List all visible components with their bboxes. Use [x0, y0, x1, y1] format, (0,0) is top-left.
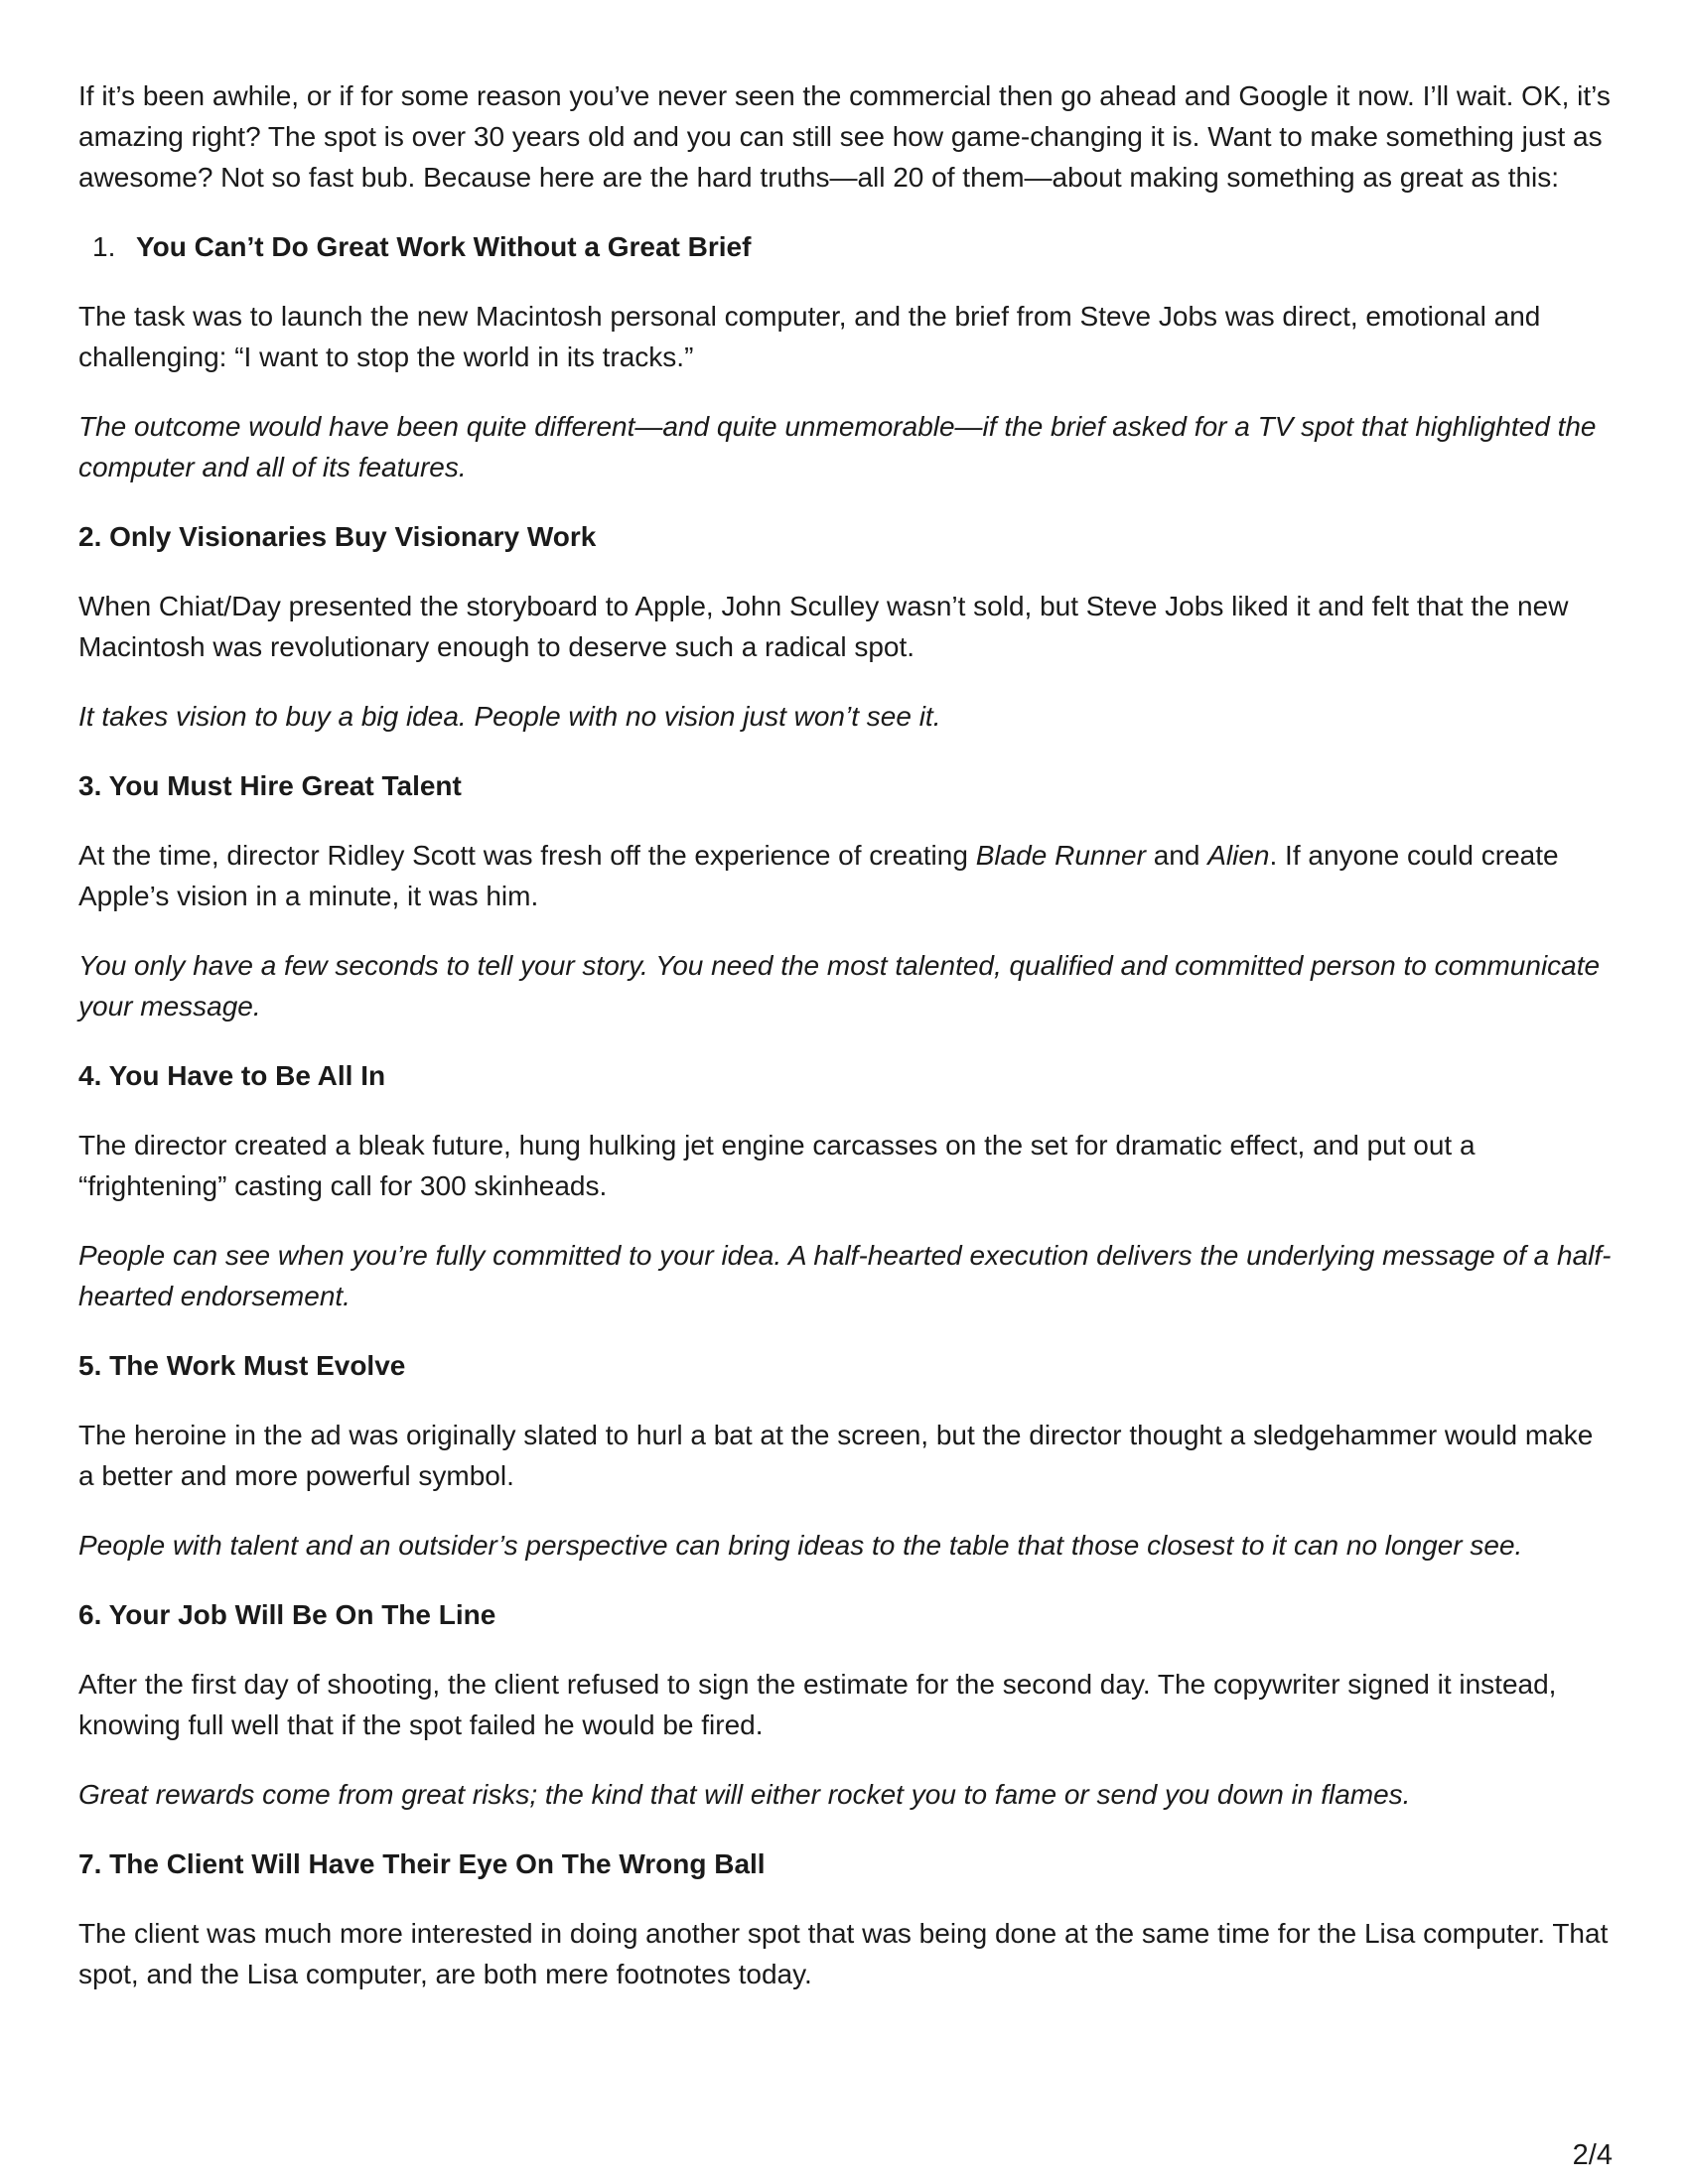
truth-6-heading: 6. Your Job Will Be On The Line — [78, 1599, 496, 1630]
truth-1-body: The task was to launch the new Macintosh personal computer, and the brief from Steve Jobs was direct, emotional and challenging: “I want to stop the world in its tracks.” — [78, 301, 1541, 372]
document-page — [78, 75, 1613, 2023]
truth-2-heading: 2. Only Visionaries Buy Visionary Work — [78, 521, 597, 552]
truth-1-note: The outcome would have been quite different—and quite unmemorable—if the brief asked for a TV spot that highlighted the computer and all of its features. — [78, 411, 1597, 482]
truth-3-heading: 3. You Must Hire Great Talent — [78, 770, 462, 801]
film-title-alien: Alien — [1207, 840, 1270, 871]
truth-3-body — [78, 835, 1613, 916]
intro-paragraph: If it’s been awhile, or if for some reason you’ve never seen the commercial then go ahead and Google it now. I’ll wait. OK, it’s amazing right? The spot is over 30 years old and you can still see how game-changing it is. Want to make something just as awesome? Not so fast bub. Because here are the hard truths—all 20 of them—about making something as great as this: — [78, 80, 1611, 193]
truth-4-body: The director created a bleak future, hung hulking jet engine carcasses on the set for dramatic effect, and put out a “frightening” casting call for 300 skinheads. — [78, 1130, 1476, 1201]
truth-6-body: After the first day of shooting, the client refused to sign the estimate for the second day. The copywriter signed it instead, knowing full well that if the spot failed he would be fired. — [78, 1669, 1557, 1740]
truth-1-heading — [78, 226, 1613, 267]
truth-4-heading: 4. You Have to Be All In — [78, 1060, 386, 1091]
truth-6-note: Great rewards come from great risks; the kind that will either rocket you to fame or send you down in flames. — [78, 1779, 1411, 1810]
truth-5-note: People with talent and an outsider’s perspective can bring ideas to the table that those closest to it can no longer see. — [78, 1530, 1523, 1561]
truth-3-note: You only have a few seconds to tell your story. You need the most talented, qualified and committed person to communicate your message. — [78, 950, 1601, 1022]
truth-2-note: It takes vision to buy a big idea. People with no vision just won’t see it. — [78, 701, 941, 732]
truth-7-body: The client was much more interested in doing another spot that was being done at the same time for the Lisa computer. That spot, and the Lisa computer, are both mere footnotes today. — [78, 1918, 1609, 1989]
truth-5-heading: 5. The Work Must Evolve — [78, 1350, 406, 1381]
truth-3-body-text: . If anyone could create Apple’s vision in a minute, it was him. — [78, 840, 1559, 911]
page-number: 2/4 — [1572, 2139, 1613, 2171]
list-number: 1. — [92, 231, 116, 262]
truth-7-heading: 7. The Client Will Have Their Eye On The Wrong Ball — [78, 1848, 766, 1879]
truth-2-body: When Chiat/Day presented the storyboard to Apple, John Sculley wasn’t sold, but Steve Jobs liked it and felt that the new Macintosh was revolutionary enough to deserve such a radical spot. — [78, 591, 1569, 662]
truth-3-body-text: and — [1145, 840, 1208, 871]
film-title-blade-runner: Blade Runner — [975, 840, 1146, 871]
truth-5-body: The heroine in the ad was originally slated to hurl a bat at the screen, but the director thought a sledgehammer would make a better and more powerful symbol. — [78, 1420, 1594, 1491]
truth-3-body-text: At the time, director Ridley Scott was fresh off the experience of creating — [78, 840, 976, 871]
truth-1-title: You Can’t Do Great Work Without a Great Brief — [136, 231, 752, 262]
truth-4-note: People can see when you’re fully committed to your idea. A half-hearted execution delivers the underlying message of a half-hearted endorsement. — [78, 1240, 1612, 1311]
